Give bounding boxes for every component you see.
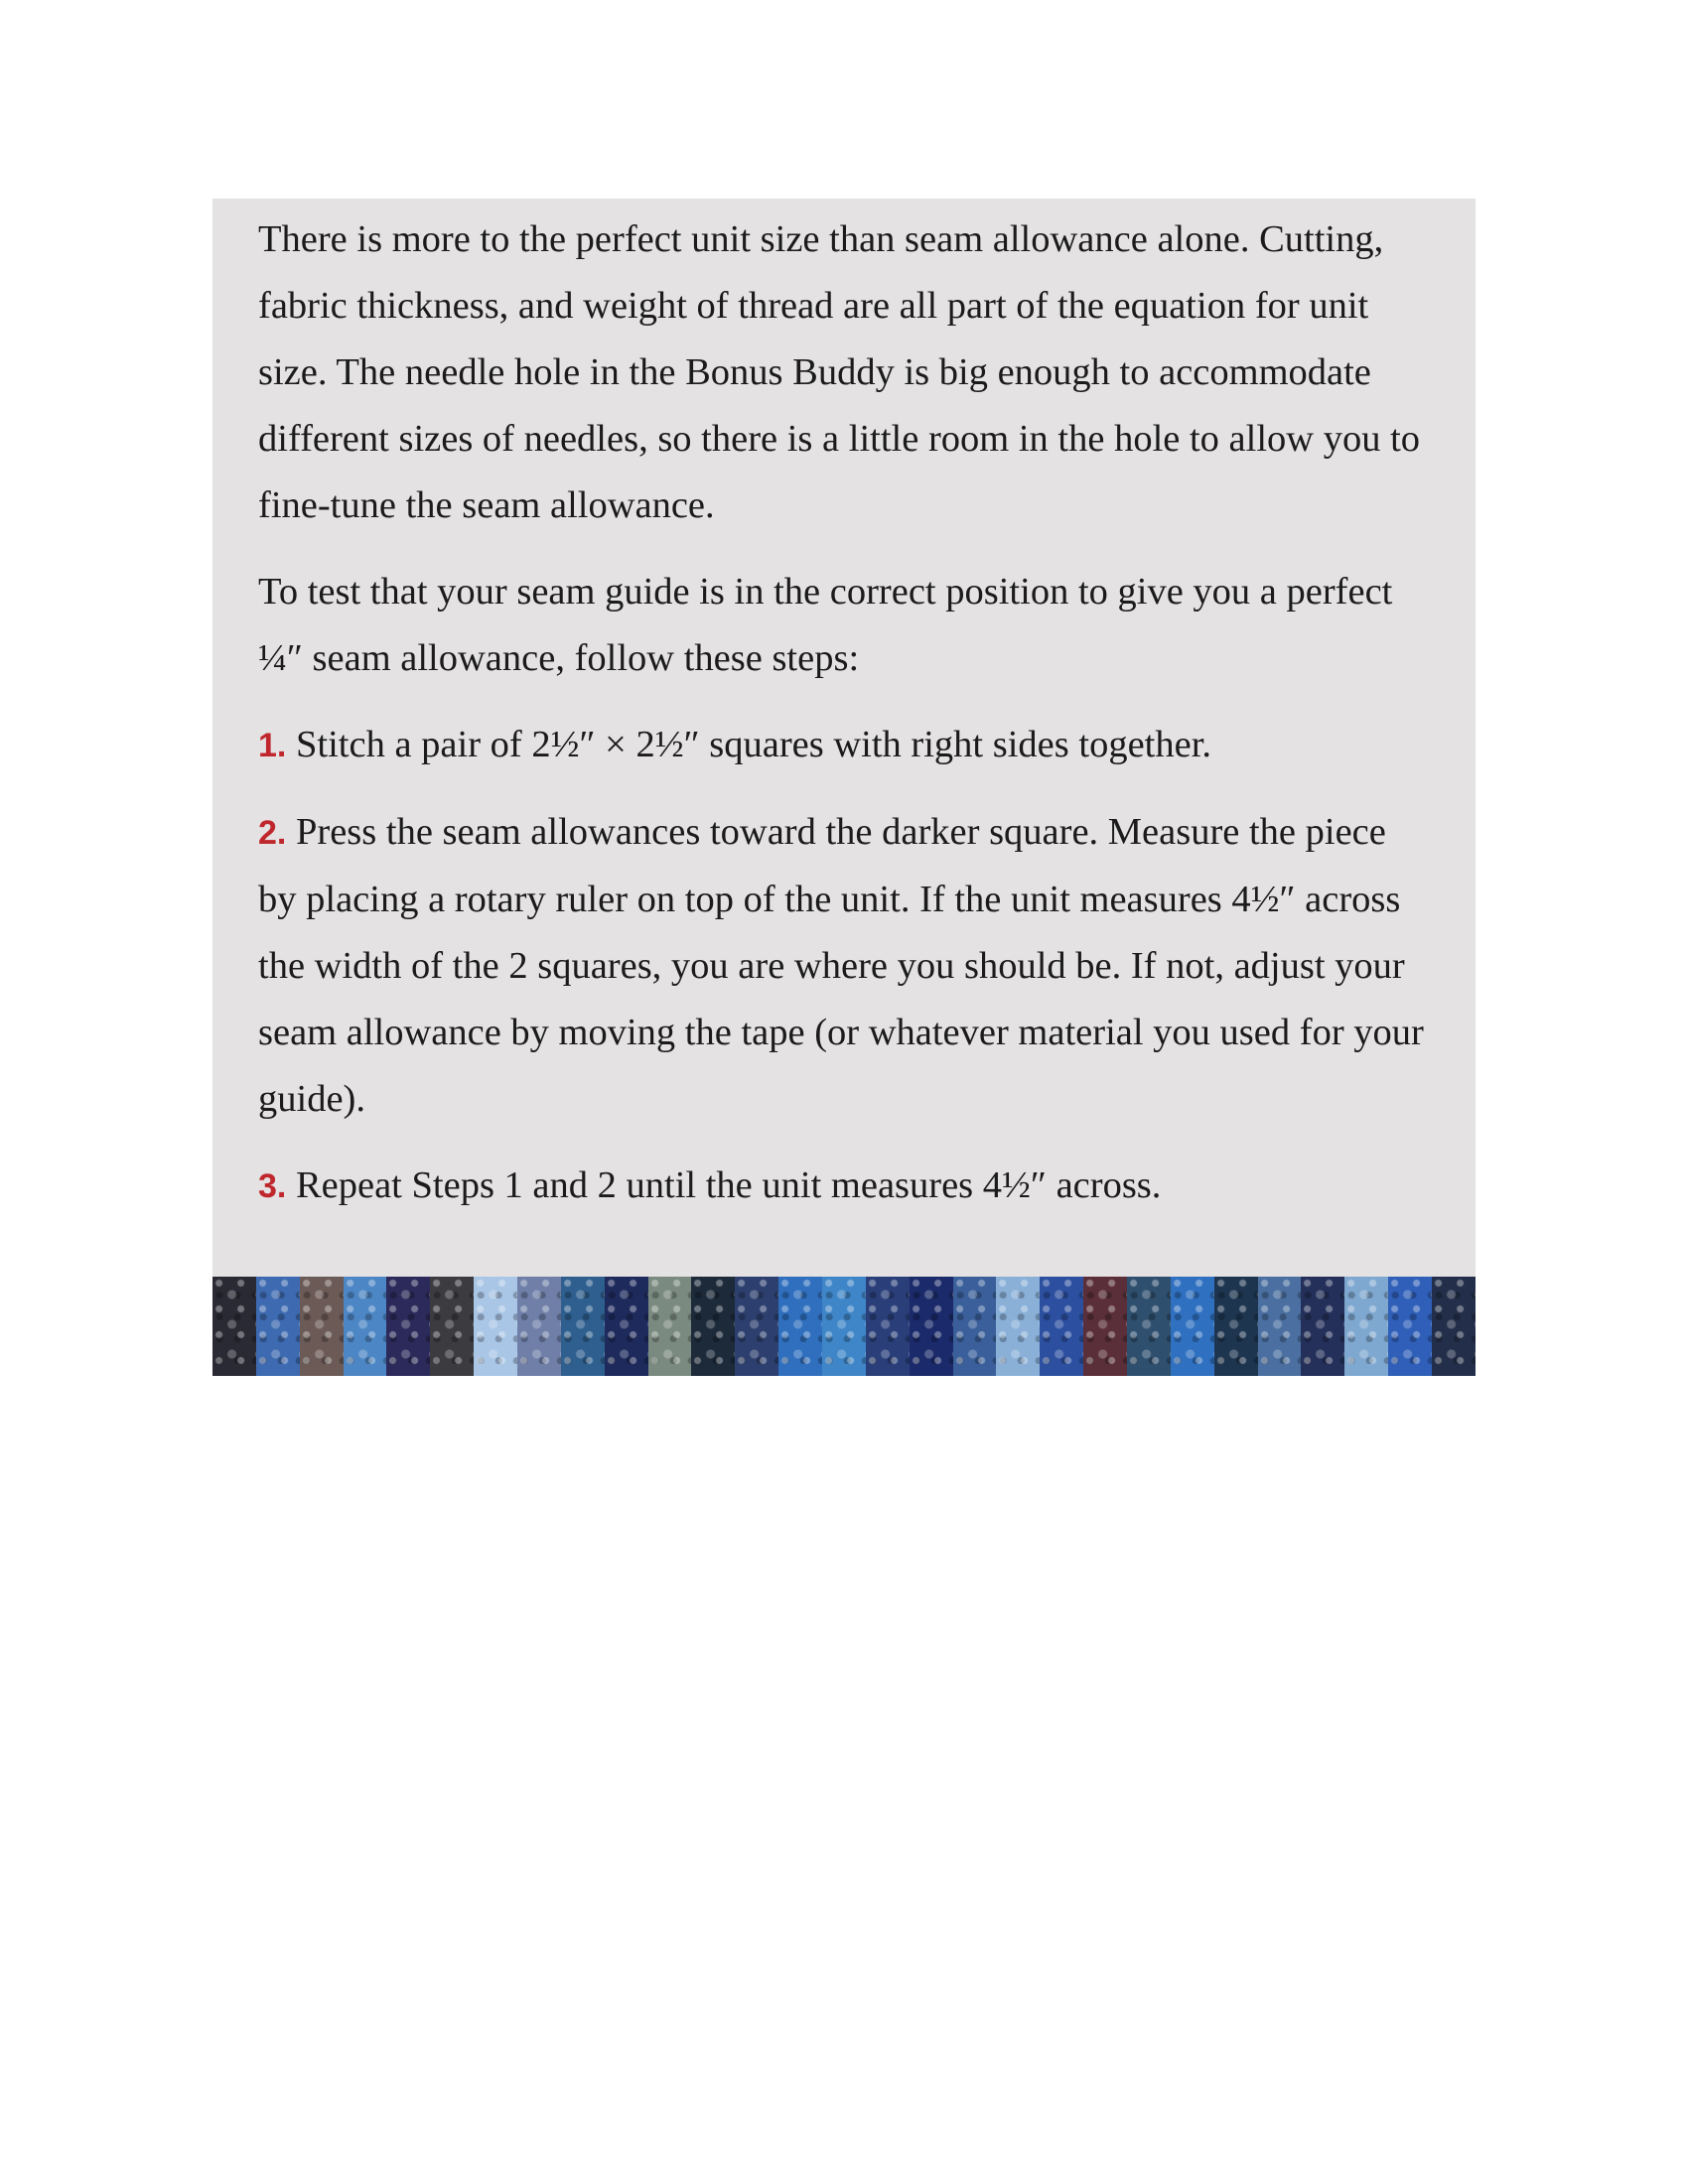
fabric-swatch [822,1277,866,1376]
content-panel [212,199,1476,1277]
fabric-swatch [1127,1277,1171,1376]
steps-intro-paragraph: To test that your seam guide is in the correct position to give you a perfect ¼″ seam allowance, follow these steps: [258,571,1393,679]
fabric-swatch-strip [212,1277,1476,1376]
fabric-swatch [1040,1277,1083,1376]
fabric-swatch [735,1277,778,1376]
fabric-swatch [1301,1277,1344,1376]
fabric-swatch [386,1277,430,1376]
fabric-swatch [212,1277,256,1376]
step-2 [258,799,1430,1133]
fabric-swatch [866,1277,910,1376]
step-1 [258,712,1430,779]
fabric-swatch [256,1277,300,1376]
fabric-swatch [648,1277,692,1376]
fabric-swatch [474,1277,517,1376]
fabric-swatch [605,1277,648,1376]
fabric-swatch [691,1277,735,1376]
intro-paragraph: There is more to the perfect unit size than seam allowance alone. Cutting, fabric thickness, and weight of thread are all part of the equation for unit size. The needle hole in the Bonus Buddy is big enough to accommodate different sizes of needles, so there is a little room in the hole to allow you to fine-tune the seam allowance. [258,218,1421,526]
fabric-swatch [517,1277,561,1376]
fabric-swatch [344,1277,387,1376]
fabric-swatch [1214,1277,1258,1376]
fabric-swatch [1388,1277,1432,1376]
step-3 [258,1153,1430,1220]
fabric-swatch [1171,1277,1214,1376]
fabric-swatch [1432,1277,1476,1376]
fabric-swatch [996,1277,1040,1376]
fabric-swatch [561,1277,605,1376]
fabric-swatch [1258,1277,1302,1376]
fabric-swatch [300,1277,344,1376]
fabric-swatch [1344,1277,1388,1376]
fabric-swatch [910,1277,953,1376]
step-number: 1. [258,727,287,764]
fabric-swatch [430,1277,474,1376]
step-text: Press the seam allowances toward the darker square. Measure the piece by placing a rotary ruler on top of the unit. If the unit measures 4½″ across the width of the 2 squares, you are where you should be. If not, adjust your seam allowance by moving the tape (or whatever material you used for your guide). [258,811,1424,1120]
step-text: Repeat Steps 1 and 2 until the unit measures 4½″ across. [295,1164,1162,1206]
fabric-swatch [1083,1277,1127,1376]
step-number: 2. [258,814,287,852]
fabric-swatch [778,1277,822,1376]
fabric-swatch [953,1277,997,1376]
step-text: Stitch a pair of 2½″ × 2½″ squares with right sides together. [295,724,1212,765]
step-number: 3. [258,1167,287,1205]
